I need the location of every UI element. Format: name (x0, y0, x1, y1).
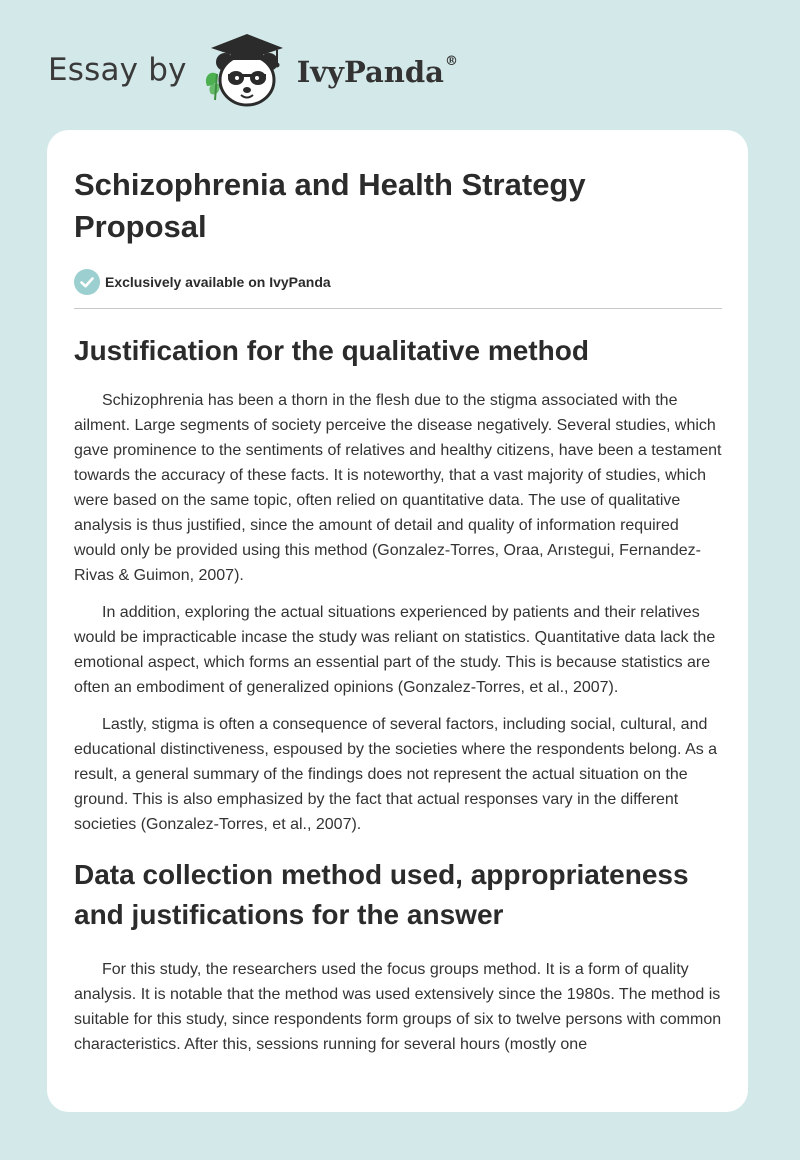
checkmark-circle-icon (74, 269, 100, 295)
registered-mark: ® (444, 54, 458, 70)
paragraph: Schizophrenia has been a thorn in the flesh due to the stigma associated with the ailment. Large segments of society perceive the disease negatively. Several studies, which gave prominence to the sentiments of relatives and healthy citizens, have been a testament towards the accuracy of these facts. It is noteworthy, that a vast majority of studies, which were based on the same topic, often relied on quantitative data. The use of qualitative analysis is thus justified, since the amount of detail and quality of information required would only be provided using this method (Gonzalez-Torres, Oraa, Arıstegui, Fernandez-Rivas & Guimon, 2007). (74, 392, 722, 584)
paragraph: In addition, exploring the actual situations experienced by patients and their relatives would be impracticable incase the study was reliant on statistics. Quantitative data lack the emotional aspect, which forms an essential part of the study. This is because statistics are often an embodiment of generalized opinions (Gonzalez-Torres, et al., 2007). (74, 604, 716, 696)
essay-by-label: Essay by (48, 52, 187, 88)
panda-graduate-icon[interactable] (201, 30, 293, 110)
paragraph: For this study, the researchers used the focus groups method. It is a form of quality analysis. It is notable that the method was used extensively since the 1980s. The method is suitable for this study, since respondents form groups of six to twelve persons with common characteristics. After this, sessions running for several hours (mostly one (74, 961, 722, 1053)
essay-title: Schizophrenia and Health Strategy Proposal (74, 167, 586, 244)
divider (74, 308, 722, 309)
essay-card (47, 130, 748, 1112)
section-heading-qualitative: Justification for the qualitative method (74, 335, 589, 366)
exclusive-badge-label: Exclusively available on IvyPanda (105, 274, 331, 290)
section-heading-data-collection: Data collection method used, appropriateness and justifications for the answer (74, 859, 689, 930)
brand-name[interactable]: IvyPanda® (296, 54, 458, 89)
paragraph: Lastly, stigma is often a consequence of several factors, including social, cultural, and educational distinctiveness, espoused by the societies where the respondents belong. As a result, a general summary of the findings does not represent the actual situation on the ground. This is also emphasized by the fact that actual responses vary in the different societies (Gonzalez-Torres, et al., 2007). (74, 716, 718, 833)
exclusive-badge (74, 268, 722, 296)
site-header (48, 30, 458, 110)
